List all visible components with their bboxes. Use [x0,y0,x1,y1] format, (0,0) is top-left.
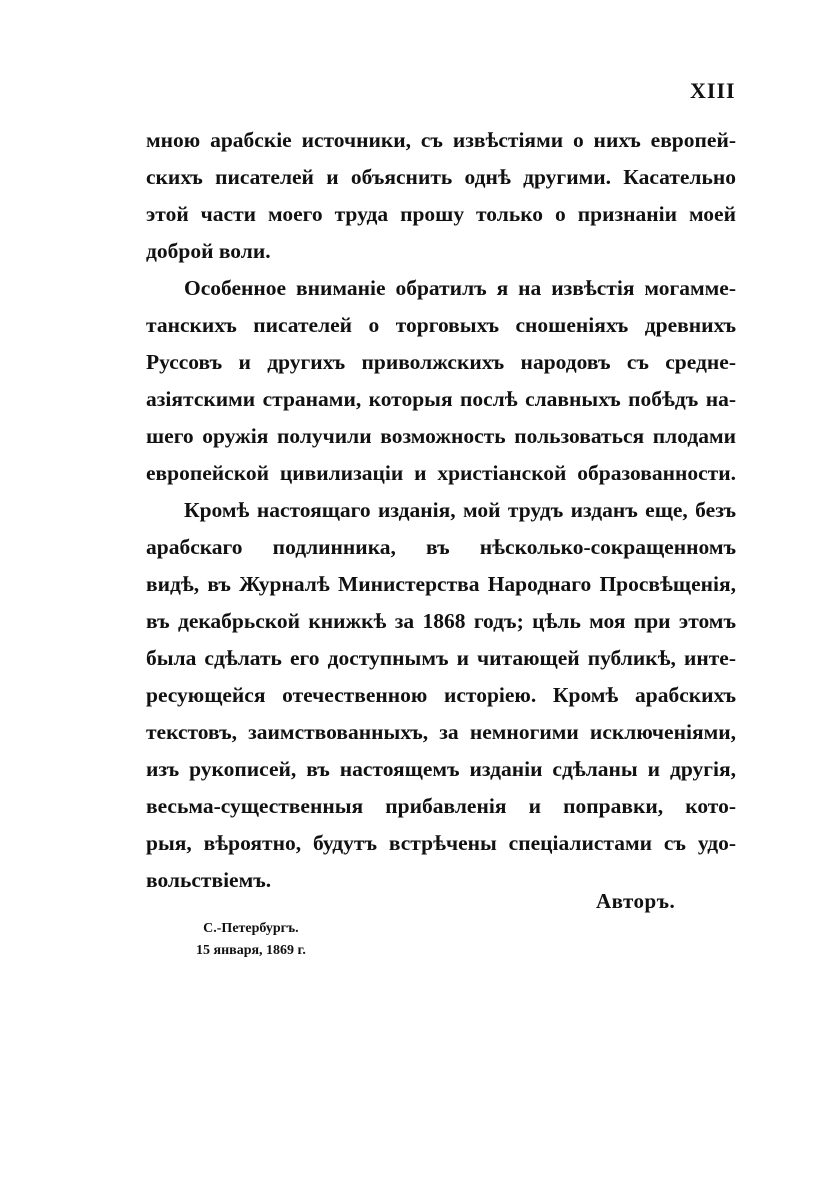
text-line: была сдѣлать его доступнымъ и читающей публикѣ, инте- [146,646,736,670]
paragraph-3 [146,492,736,899]
place-text: С.-Петербургъ. [203,921,299,936]
text-line: рыя, вѣроятно, будутъ встрѣчены спеціалистами съ удо- [146,831,736,855]
text-line: Особенное вниманіе обратилъ я на извѣстія могамме- [184,276,736,300]
text-line: ресующейся отечественною исторіею. Кромѣ арабскихъ [146,683,736,707]
place-and-date [196,918,306,962]
text-line: изъ рукописей, въ настоящемъ изданіи сдѣланы и другія, [146,757,736,781]
text-line: доброй воли. [146,239,271,263]
text-line: Руссовъ и другихъ приволжскихъ народовъ съ средне- [146,350,736,374]
text-line: текстовъ, заимствованныхъ, за немногими исключеніями, [146,720,736,744]
text-line: арабскаго подлинника, въ нѣсколько-сокращенномъ [146,535,736,559]
text-line: этой части моего труда прошу только о признаніи моей [146,202,736,226]
text-line: видѣ, въ Журналѣ Министерства Народнаго Просвѣщенія, [146,572,736,596]
text-line: Кромѣ настоящаго изданія, мой трудъ изданъ еще, безъ [184,498,736,522]
text-line: мною арабскіе источники, съ извѣстіями о нихъ европей- [146,128,736,152]
date-text: 15 января, 1869 г. [196,943,306,958]
body-text [146,122,736,899]
text-line: шего оружія получили возможность пользоваться плодами [146,424,736,448]
paragraph-2 [146,270,736,492]
page-number: XIII [690,78,736,103]
text-line: азіятскими странами, которыя послѣ славныхъ побѣдъ на- [146,387,736,411]
text-line: въ декабрьской книжкѣ за 1868 годъ; цѣль моя при этомъ [146,609,736,633]
text-line: скихъ писателей и объяснить однѣ другими. Касательно [146,165,736,189]
text-line: вольствіемъ. [146,868,272,892]
text-line: европейской цивилизаціи и христіанской образованности. [146,461,736,485]
text-line: весьма-существенныя прибавленія и поправки, кото- [146,794,736,818]
author-signature: Авторъ. [596,889,676,913]
paragraph-1 [146,122,736,270]
text-line: танскихъ писателей о торговыхъ сношеніяхъ древнихъ [146,313,736,337]
